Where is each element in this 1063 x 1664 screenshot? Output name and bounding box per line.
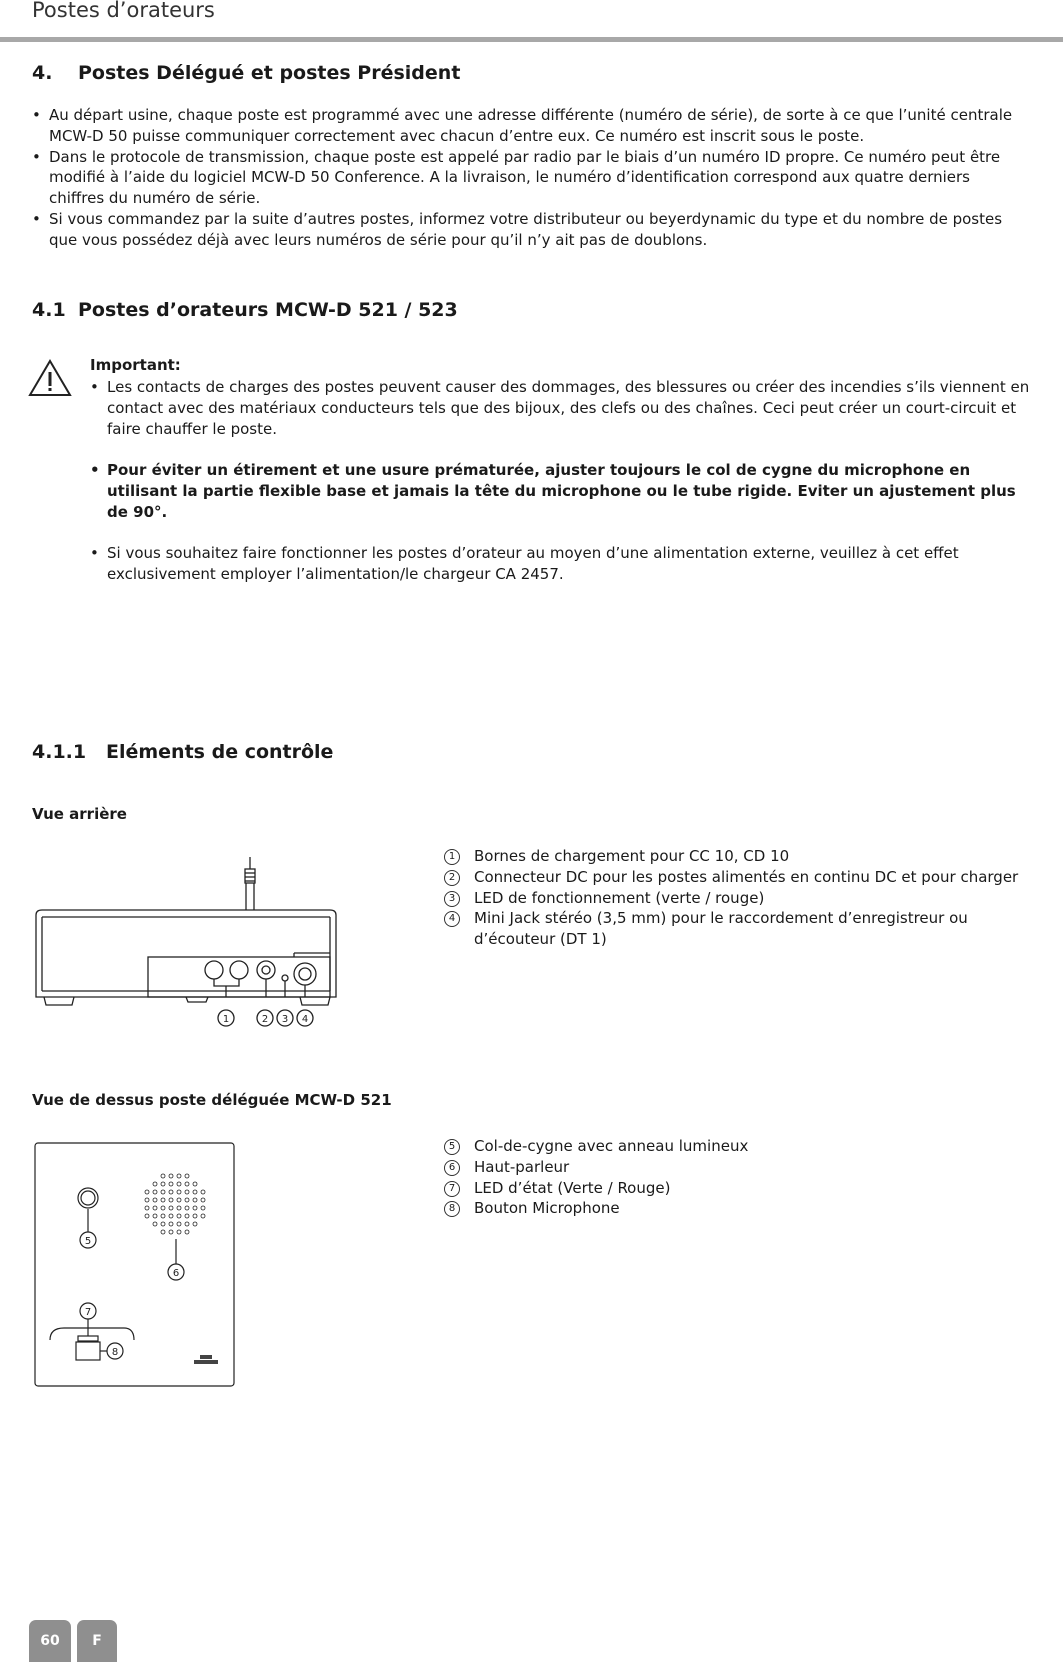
svg-text:3: 3 — [281, 1014, 289, 1025]
callout-number: 5 — [444, 1139, 460, 1155]
callout-number: 8 — [444, 1201, 460, 1217]
bullet-text: Si vous commandez par la suite d’autres postes, informez votre distributeur ou beyerdynamic du type et du nombre de postes que vous possédez déjà avec leurs numéros de série pour qu’il n’y ait pas de doublons. — [49, 209, 1003, 249]
intro-bullet-list — [32, 105, 1027, 251]
callout-number: 3 — [444, 891, 460, 907]
rear-view-legend — [444, 846, 1044, 950]
list-item: • Dans le protocole de transmission, chaque poste est appelé par radio par le biais d’un numéro ID propre. Ce numéro peut être modifié à l’aide du logiciel MCW-D 50 Conference. A la livraison, le numéro d’identification correspond aux quatre derniers chiffres du numéro de série. — [32, 147, 1001, 208]
important-list — [90, 377, 1030, 439]
list-item: • Au départ usine, chaque poste est programmé avec une adresse différente (numéro de série), de sorte à ce que l’unité centrale MCW-D 50 puisse communiquer correctement avec chacun d’entre eux. Ce numéro est inscrit sous le poste. — [32, 106, 1013, 145]
svg-text:4: 4 — [301, 1014, 309, 1025]
list-item — [444, 888, 1044, 909]
legend-text: Haut-parleur — [474, 1157, 570, 1176]
subsubsection-title: Eléments de contrôle — [106, 741, 334, 763]
list-item — [444, 1198, 1044, 1219]
section-title: Postes Délégué et postes Président — [78, 62, 461, 84]
legend-text: LED de fonctionnement (verte / rouge) — [474, 888, 765, 907]
bullet-text: Au départ usine, chaque poste est programmé avec une adresse différente (numéro de série), de sorte à ce que l’unité centrale MCW-D 50 puisse communiquer correctement avec chacun d’entre eux. Ce numéro est inscrit sous le poste. — [49, 106, 1013, 145]
bullet-text: Dans le protocole de transmission, chaque poste est appelé par radio par le biais d’un numéro ID propre. Ce numéro peut être modifié à l’aide du logiciel MCW-D 50 Conference. A la livraison, le numéro d’identification correspond aux quatre derniers chiffres du numéro de série. — [49, 147, 1001, 208]
important-list-power — [90, 543, 1030, 585]
svg-text:6: 6 — [172, 1268, 180, 1279]
subsection-heading — [32, 299, 458, 321]
legend-text: LED d’état (Verte / Rouge) — [474, 1178, 671, 1197]
rear-view-title: Vue arrière — [32, 805, 127, 823]
subsection-title: Postes d’orateurs MCW-D 521 / 523 — [78, 299, 458, 321]
svg-text:8: 8 — [111, 1347, 119, 1358]
important-title: Important: — [90, 356, 181, 374]
subsection-number: 4.1 — [32, 299, 66, 321]
list-item: • Les contacts de charges des postes peuvent causer des dommages, des blessures ou créer des incendies s’ils viennent en contact avec des matériaux conducteurs tels que des bijoux, des clefs ou des chaînes. Ceci peut créer un court-circuit et faire chauffer le poste. — [90, 378, 1030, 438]
list-item — [444, 1136, 1044, 1157]
list-item: • Pour éviter un étirement et une usure prématurée, ajuster toujours le col de cygne du microphone en utilisant la partie flexible base et jamais la tête du microphone ou le tube rigide. Eviter un ajustement plus de 90°. — [90, 461, 1016, 521]
running-header: Postes d’orateurs — [32, 0, 215, 22]
legend-text: Mini Jack stéréo (3,5 mm) pour le raccordement d’enregistreur ou d’écouteur (DT 1) — [474, 909, 968, 949]
list-item — [444, 867, 1044, 888]
language-tab: F — [77, 1620, 117, 1662]
page-number: 60 — [29, 1620, 71, 1662]
bullet-text: Si vous souhaitez faire fonctionner les postes d’orateur au moyen d’une alimentation externe, veuillez à cet effet exclusivement employer l’alimentation/le chargeur CA 2457. — [107, 544, 959, 583]
warning-triangle-icon — [28, 358, 72, 402]
bullet-text: Les contacts de charges des postes peuvent causer des dommages, des blessures ou créer des incendies s’ils viennent en contact avec des matériaux conducteurs tels que des bijoux, des clefs ou des chaînes. Ceci peut créer un court-circuit et faire chauffer le poste. — [107, 378, 1030, 438]
important-list-bold — [90, 460, 1030, 522]
callout-number: 6 — [444, 1160, 460, 1176]
legend-text: Col-de-cygne avec anneau lumineux — [474, 1137, 749, 1155]
header-rule — [0, 37, 1063, 42]
top-view-legend — [444, 1136, 1044, 1219]
svg-text:2: 2 — [261, 1014, 269, 1025]
callout-number: 2 — [444, 870, 460, 886]
svg-text:1: 1 — [222, 1014, 230, 1025]
list-item — [444, 846, 1044, 867]
list-item — [444, 908, 1044, 950]
list-item — [444, 1178, 1044, 1199]
section-number: 4. — [32, 62, 53, 84]
list-item: • Si vous souhaitez faire fonctionner les postes d’orateur au moyen d’une alimentation externe, veuillez à cet effet exclusivement employer l’alimentation/le chargeur CA 2457. — [90, 544, 959, 583]
callout-number: 1 — [444, 849, 460, 865]
legend-text: Connecteur DC pour les postes alimentés en continu DC et pour charger — [474, 867, 1019, 886]
legend-text: Bornes de chargement pour CC 10, CD 10 — [474, 847, 790, 865]
bullet-text: Pour éviter un étirement et une usure prématurée, ajuster toujours le col de cygne du microphone en utilisant la partie flexible base et jamais la tête du microphone ou le tube rigide. Eviter un ajustement plus de 90°. — [107, 461, 1016, 521]
top-view-figure — [34, 1142, 236, 1392]
svg-text:5: 5 — [84, 1236, 92, 1247]
list-item — [444, 1157, 1044, 1178]
callout-number: 7 — [444, 1181, 460, 1197]
section-heading — [32, 62, 460, 84]
subsubsection-heading — [32, 741, 333, 763]
subsubsection-number: 4.1.1 — [32, 741, 87, 763]
svg-text:7: 7 — [84, 1307, 92, 1318]
callout-number: 4 — [444, 911, 460, 927]
list-item: • Si vous commandez par la suite d’autres postes, informez votre distributeur ou beyerdynamic du type et du nombre de postes que vous possédez déjà avec leurs numéros de série pour qu’il n’y ait pas de doublons. — [32, 209, 1003, 249]
rear-view-figure — [34, 855, 344, 1039]
top-view-title: Vue de dessus poste déléguée MCW-D 521 — [32, 1091, 392, 1109]
legend-text: Bouton Microphone — [474, 1199, 620, 1218]
